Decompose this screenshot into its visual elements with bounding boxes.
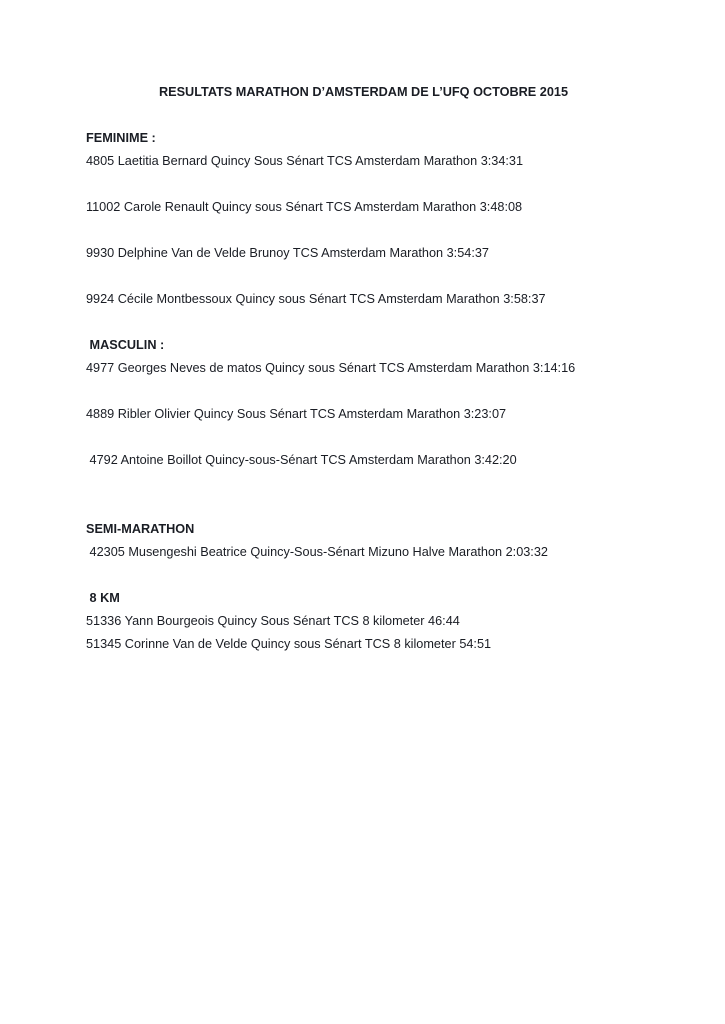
result-line: 4792 Antoine Boillot Quincy-sous-Sénart TCS Amsterdam Marathon 3:42:20 — [86, 453, 517, 467]
result-line: 42305 Musengeshi Beatrice Quincy-Sous-Sénart Mizuno Halve Marathon 2:03:32 — [86, 545, 548, 559]
result-line: 9924 Cécile Montbessoux Quincy sous Sénart TCS Amsterdam Marathon 3:58:37 — [86, 292, 546, 306]
result-line: 4977 Georges Neves de matos Quincy sous Sénart TCS Amsterdam Marathon 3:14:16 — [86, 361, 576, 375]
section-heading-semi-marathon: SEMI-MARATHON — [86, 522, 195, 536]
result-line: 51336 Yann Bourgeois Quincy Sous Sénart TCS 8 kilometer 46:44 — [86, 614, 460, 628]
section-heading-feminime: FEMINIME : — [86, 131, 156, 145]
result-line: 4889 Ribler Olivier Quincy Sous Sénart TCS Amsterdam Marathon 3:23:07 — [86, 407, 507, 421]
document-title: RESULTATS MARATHON D’AMSTERDAM DE L’UFQ OCTOBRE 2015 — [158, 85, 569, 99]
section-heading-8km: 8 KM — [86, 591, 120, 605]
result-line: 9930 Delphine Van de Velde Brunoy TCS Amsterdam Marathon 3:54:37 — [86, 246, 489, 260]
result-line: 51345 Corinne Van de Velde Quincy sous Sénart TCS 8 kilometer 54:51 — [86, 637, 492, 651]
result-line: 11002 Carole Renault Quincy sous Sénart TCS Amsterdam Marathon 3:48:08 — [86, 200, 523, 214]
result-line: 4805 Laetitia Bernard Quincy Sous Sénart TCS Amsterdam Marathon 3:34:31 — [86, 154, 524, 168]
section-heading-masculin: MASCULIN : — [86, 338, 165, 352]
